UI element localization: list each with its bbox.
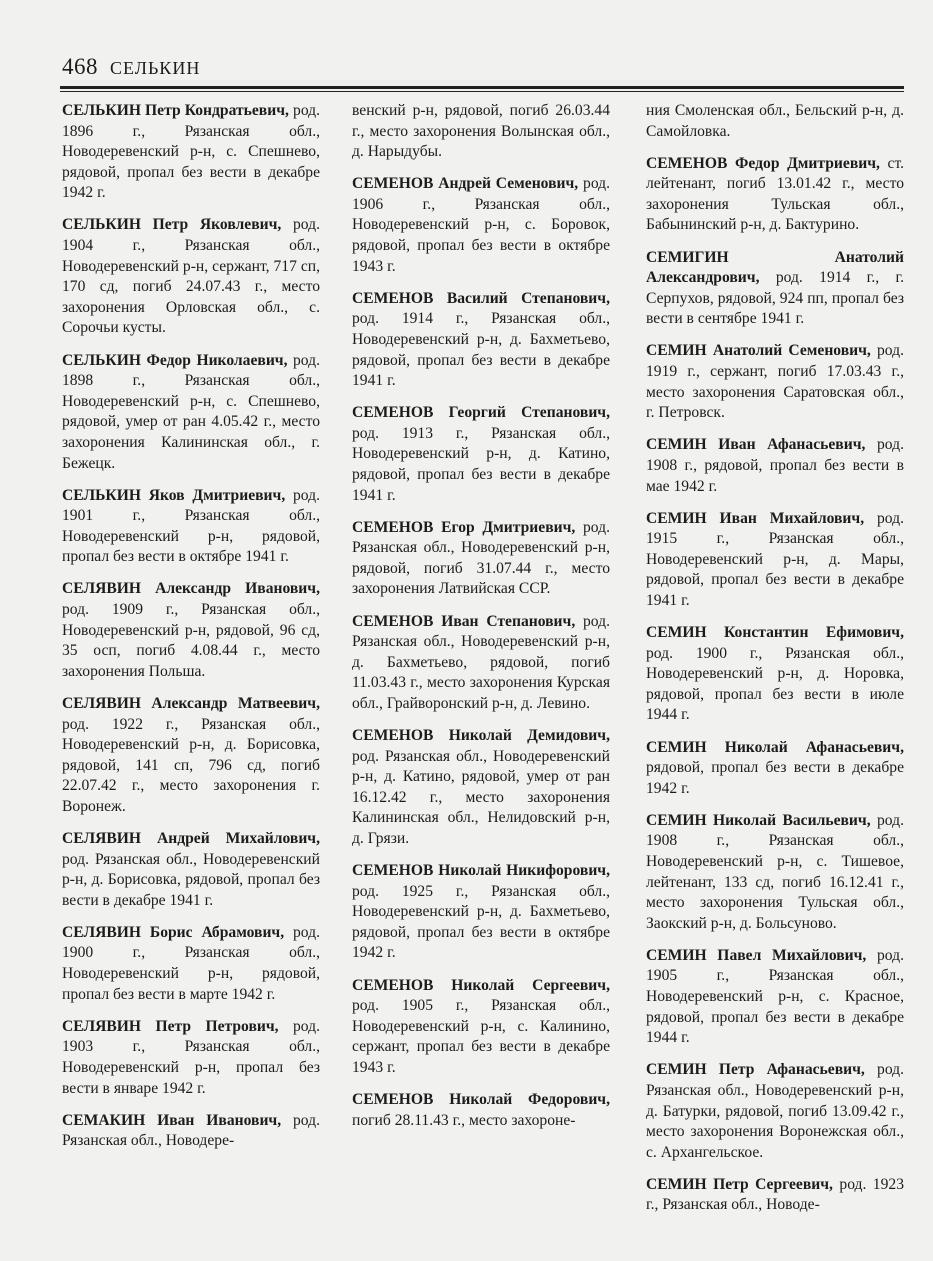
entry-name: СЕМИГИН Анатолий Александрович, xyxy=(646,248,904,287)
entry-text: род. 1901 г., Рязанская обл., Новодеревенский р-н, рядовой, пропал без вести в октябре 1941 г. xyxy=(62,486,320,566)
column-3 xyxy=(646,101,904,1228)
list-item xyxy=(62,101,320,204)
entry-name: СЕМИН Николай Васильевич, xyxy=(646,811,871,829)
list-item xyxy=(62,694,320,818)
list-item xyxy=(352,289,610,392)
entry-name: СЕМЕНОВ Николай Федорович, xyxy=(352,1091,610,1109)
list-item xyxy=(646,623,904,726)
entry-name: СЕМЕНОВ Георгий Степанович, xyxy=(352,404,610,422)
list-item xyxy=(352,101,610,163)
entry-text: ния Смоленская обл., Бельский р-н, д. Самойловка. xyxy=(646,102,904,140)
entry-name: СЕМИН Иван Афанасьевич, xyxy=(646,436,866,454)
entry-name: СЕЛЯВИН Александр Иванович, xyxy=(62,580,320,598)
list-item xyxy=(646,101,904,142)
entry-text: род. 1900 г., Рязанская обл., Новодеревенский р-н, рядовой, пропал без вести в марте 1942 г. xyxy=(62,923,320,1003)
list-item xyxy=(352,1090,610,1131)
entry-name: СЕМИН Петр Сергеевич, xyxy=(646,1175,833,1193)
running-title: СЕЛЬКИН xyxy=(110,58,201,78)
entry-name: СЕМЕНОВ Василий Степанович, xyxy=(352,289,610,307)
header-rule-thick xyxy=(60,86,904,89)
list-item xyxy=(646,248,904,330)
entry-text: род. 1914 г., Рязанская обл., Новодеревенский р-н, д. Бахметьево, рядовой, пропал без вести в декабре 1941 г. xyxy=(352,310,610,390)
entry-name: СЕМИН Анатолий Семенович, xyxy=(646,342,871,360)
entry-name: СЕМЕНОВ Егор Дмитриевич, xyxy=(352,518,576,536)
entry-name: СЕЛЯВИН Александр Матвеевич, xyxy=(62,694,320,712)
entry-name: СЕЛЬКИН Петр Яковлевич, xyxy=(62,216,282,234)
entry-text: род. 1905 г., Рязанская обл., Новодеревенский р-н, с. Калинино, сержант, пропал без вести в декабре 1943 г. xyxy=(352,997,610,1076)
entry-name: СЕМИН Иван Михайлович, xyxy=(646,509,865,527)
entry-name: СЕЛЯВИН Петр Петрович, xyxy=(62,1017,279,1035)
page-header xyxy=(62,54,200,80)
list-item xyxy=(62,215,320,339)
entry-text: род. 1908 г., рядовой, пропал без вести в мае 1942 г. xyxy=(646,436,904,495)
list-item xyxy=(62,829,320,911)
entry-text: род. 1906 г., Рязанская обл., Новодеревенский р-н, с. Боровок, рядовой, пропал без вести в октябре 1943 г. xyxy=(352,175,610,275)
entry-name: СЕЛЬКИН Петр Кондратьевич, xyxy=(62,102,289,119)
entry-name: СЕМЕНОВ Андрей Семенович, xyxy=(352,175,579,193)
entry-name: СЕЛЬКИН Яков Дмитриевич, xyxy=(62,486,286,504)
list-item xyxy=(646,341,904,423)
entry-name: СЕЛЯВИН Андрей Михайлович, xyxy=(62,830,320,847)
entry-name: СЕМАКИН Иван Иванович, xyxy=(62,1111,282,1129)
entry-name: СЕМЕНОВ Николай Сергеевич, xyxy=(352,976,610,994)
list-item xyxy=(646,811,904,935)
entry-text: род. 1925 г., Рязанская обл., Новодеревенский р-н, д. Бахметьево, рядовой, пропал без вести в октябре 1942 г. xyxy=(352,882,610,962)
list-item xyxy=(352,403,610,506)
entry-text: род. 1923 г., Рязанская обл., Новоде- xyxy=(646,1175,904,1214)
entry-text: род. 1913 г., Рязанская обл., Новодеревенский р-н, д. Катино, рядовой, пропал без вести в декабре 1941 г. xyxy=(352,424,610,504)
entry-text: род. Рязанская обл., Новодере- xyxy=(62,1111,320,1150)
list-item xyxy=(646,738,904,800)
list-item xyxy=(62,579,320,682)
list-item xyxy=(352,976,610,1079)
list-item xyxy=(646,1060,904,1163)
list-item xyxy=(352,861,610,964)
entry-text: погиб 28.11.43 г., место захороне- xyxy=(352,1111,576,1129)
entry-name: СЕМЕНОВ Иван Степанович, xyxy=(352,612,576,630)
entry-text: род. 1922 г., Рязанская обл., Новодеревенский р-н, д. Борисовка, рядовой, 141 сп, 796 сд, погиб 22.07.42 г., место захоронения г. Воронеж. xyxy=(62,715,320,815)
entry-text: род. 1909 г., Рязанская обл., Новодеревенский р-н, рядовой, 96 сд, 35 осп, погиб 4.08.44 г., место захоронения Польша. xyxy=(62,601,320,680)
column-2 xyxy=(352,101,610,1143)
list-item xyxy=(646,509,904,612)
entry-text: род. 1905 г., Рязанская обл., Новодеревенский р-н, с. Красное, рядовой, пропал без вести в декабре 1944 г. xyxy=(646,946,904,1047)
entry-text: род. 1919 г., сержант, погиб 17.03.43 г., место захоронения Саратовская обл., г. Петровск. xyxy=(646,342,904,422)
list-item xyxy=(62,1017,320,1099)
list-item xyxy=(646,154,904,236)
list-item xyxy=(62,1111,320,1152)
list-item xyxy=(62,923,320,1005)
list-item xyxy=(646,435,904,497)
list-item xyxy=(352,726,610,850)
list-item xyxy=(646,946,904,1049)
entry-name: СЕМЕНОВ Федор Дмитриевич, xyxy=(646,154,880,172)
list-item xyxy=(646,1175,904,1216)
entry-text: род. Рязанская обл., Новодеревенский р-н, д. Катино, рядовой, умер от ран 16.12.42 г., место захоронения Калининская обл., Нелидовский р-н, д. Грязи. xyxy=(352,747,610,847)
entry-text: род. 1896 г., Рязанская обл., Новодеревенский р-н, с. Спешнево, рядовой, пропал без вести в декабре 1942 г. xyxy=(62,102,320,202)
entry-name: СЕЛЬКИН Федор Николаевич, xyxy=(62,351,288,369)
entry-name: СЕМЕНОВ Николай Демидович, xyxy=(352,727,610,745)
entry-name: СЕЛЯВИН Борис Абрамович, xyxy=(62,923,285,941)
list-item xyxy=(352,518,610,600)
entry-text: ст. лейтенант, погиб 13.01.42 г., место захоронения Тульская обл., Бабынинский р-н, д. Бактурино. xyxy=(646,154,904,234)
entry-name: СЕМИН Петр Афанасьевич, xyxy=(646,1061,865,1079)
entry-name: СЕМИН Николай Афанасьевич, xyxy=(646,738,904,756)
list-item xyxy=(62,486,320,568)
entry-text: род. 1915 г., Рязанская обл., Новодеревенский р-н, д. Мары, рядовой, пропал без вести в декабре 1941 г. xyxy=(646,509,904,609)
entry-text: род. 1898 г., Рязанская обл., Новодеревенский р-н, с. Спешнево, рядовой, умер от ран 4.05.42 г., место захоронения Калининская обл., г. Бежецк. xyxy=(62,351,320,472)
list-item xyxy=(352,612,610,715)
entry-text: венский р-н, рядовой, погиб 26.03.44 г., место захоронения Волынская обл., д. Нарыдубы. xyxy=(352,102,610,161)
entry-text: род. 1900 г., Рязанская обл., Новодеревенский р-н, д. Норовка, рядовой, пропал без вести в июле 1944 г. xyxy=(646,644,904,724)
page-number: 468 xyxy=(62,54,98,79)
entry-text: род. Рязанская обл., Новодеревенский р-н, рядовой, погиб 31.07.44 г., место захоронения Латвийская ССР. xyxy=(352,518,610,598)
entry-text: род. 1904 г., Рязанская обл., Новодеревенский р-н, сержант, 717 сп, 170 сд, погиб 24.07.43 г., место захоронения Орловская обл., с. Сорочьи кусты. xyxy=(62,216,320,337)
list-item xyxy=(352,174,610,277)
entry-text: рядовой, пропал без вести в декабре 1942 г. xyxy=(646,759,904,797)
entry-text: род. 1908 г., Рязанская обл., Новодеревенский р-н, с. Тишевое, лейтенант, 133 сд, погиб 16.12.41 г., место захоронения Тульская обл., Заокский р-н, д. Больсуново. xyxy=(646,811,904,932)
list-item xyxy=(62,351,320,475)
entry-text: род. Рязанская обл., Новодеревенский р-н, д. Борисовка, рядовой, пропал без вести в декабре 1941 г. xyxy=(62,850,320,909)
column-1 xyxy=(62,101,320,1163)
entry-name: СЕМЕНОВ Николай Никифорович, xyxy=(352,862,610,880)
entry-text: род. Рязанская обл., Новодеревенский р-н, д. Бахметьево, рядовой, погиб 11.03.43 г., место захоронения Курская обл., Грайворонский р-н, д. Левино. xyxy=(352,612,610,712)
entry-name: СЕМИН Константин Ефимович, xyxy=(646,624,904,642)
entry-text: род. 1914 г., г. Серпухов, рядовой, 924 пп, пропал без вести в сентябре 1941 г. xyxy=(646,269,904,328)
entry-name: СЕМИН Павел Михайлович, xyxy=(646,946,867,964)
entry-text: род. Рязанская обл., Новодеревенский р-н, д. Батурки, рядовой, погиб 13.09.42 г., место захоронения Воронежская обл., с. Архангельское. xyxy=(646,1061,904,1161)
entry-text: род. 1903 г., Рязанская обл., Новодеревенский р-н, пропал без вести в январе 1942 г. xyxy=(62,1017,320,1097)
header-rule-thin xyxy=(60,91,904,92)
